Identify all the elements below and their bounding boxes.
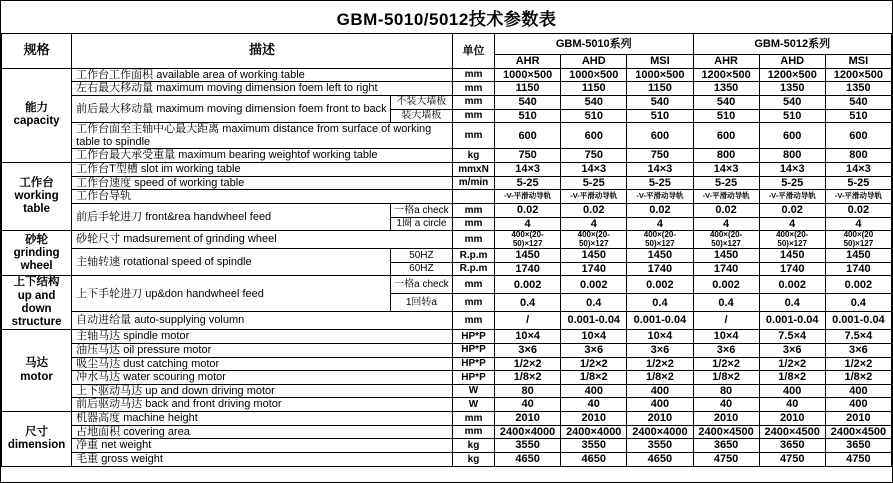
row-unit: mm [452,217,494,231]
table-row [2,149,892,163]
row-subcondition: 不装大墙板 [390,95,452,109]
row-unit: mm [452,109,494,123]
row-value-0: 540 [495,95,561,109]
row-value-5: 1450 [825,249,891,263]
table-header-row-1 [2,34,892,55]
row-value-3: 4750 [693,453,759,467]
row-value-5: 510 [825,109,891,123]
row-unit: HP*P [452,330,494,344]
row-description: 工作台速度 speed of working table [72,176,453,190]
header-series-1-col-2: MSI [825,55,891,69]
row-description: 工作台导轨 [72,190,453,204]
row-subcondition: 一格a check [390,204,452,218]
group-label-5: 尺寸 dimension [2,412,72,467]
row-value-1: 0.001-0.04 [561,312,627,330]
row-value-2: 4650 [627,453,693,467]
row-value-0: 3550 [495,439,561,453]
row-value-4: 400 [759,384,825,398]
row-value-4: 7.5×4 [759,330,825,344]
specification-table [1,33,892,467]
row-value-4: 1450 [759,249,825,263]
row-value-4: 0.02 [759,204,825,218]
row-value-1: 400×(20-50)×127 [561,231,627,249]
row-value-4: 1/8×2 [759,371,825,385]
table-row [2,190,892,204]
row-value-2: 5-25 [627,176,693,190]
row-value-2: 0.02 [627,204,693,218]
row-value-5: 3650 [825,439,891,453]
row-value-5: 1200×500 [825,68,891,82]
row-value-4: 5-25 [759,176,825,190]
row-value-5: 540 [825,95,891,109]
row-value-1: 10×4 [561,330,627,344]
row-value-4: 0.4 [759,294,825,312]
row-value-5: 1/8×2 [825,371,891,385]
row-subcondition: 60HZ [390,262,452,276]
row-value-0: 1000×500 [495,68,561,82]
row-value-2: 400×(20-50)×127 [627,231,693,249]
row-value-3: 2400×4500 [693,425,759,439]
row-value-3: 1/2×2 [693,357,759,371]
row-value-5: 0.002 [825,276,891,294]
group-label-1: 工作台 working table [2,163,72,231]
row-value-1: 4 [561,217,627,231]
row-value-0: 750 [495,149,561,163]
row-unit: kg [452,453,494,467]
row-value-3: 540 [693,95,759,109]
header-series-0-col-2: MSI [627,55,693,69]
row-description: 前后手轮进刀 front&rea handwheel feed [72,204,391,231]
row-value-4: 1350 [759,82,825,96]
page-title: GBM-5010/5012技术参数表 [336,10,557,29]
row-unit: m/min [452,176,494,190]
row-value-2: 1/2×2 [627,357,693,371]
row-value-5: 600 [825,123,891,149]
row-value-3: 0.002 [693,276,759,294]
row-value-1: 1/8×2 [561,371,627,385]
row-value-2: 1000×500 [627,68,693,82]
row-value-0: 400×(20-50)×127 [495,231,561,249]
row-description: 机器高度 machine height [72,412,453,426]
row-value-5: 1/2×2 [825,357,891,371]
row-value-3: 14×3 [693,163,759,177]
row-unit: R.p.m [452,262,494,276]
row-value-4: 4750 [759,453,825,467]
row-value-3: / [693,312,759,330]
row-value-1: 14×3 [561,163,627,177]
header-spec: 规格 [2,34,72,69]
row-value-2: 2400×4000 [627,425,693,439]
row-value-1: 1450 [561,249,627,263]
row-unit: mm [452,123,494,149]
row-subcondition: 1圈 a circle [390,217,452,231]
row-unit: mm [452,204,494,218]
row-value-4: 4 [759,217,825,231]
row-description: 前后驱动马达 back and front driving motor [72,398,453,412]
row-value-4: 0.001-0.04 [759,312,825,330]
row-value-5: 400 [825,398,891,412]
header-description: 描述 [72,34,453,69]
row-description: 工作台最大承受重量 maximum bearing weightof working table [72,149,453,163]
row-value-2: 750 [627,149,693,163]
row-value-0: / [495,312,561,330]
row-description: 上下驱动马达 up and down driving motor [72,384,453,398]
row-value-5: 0.02 [825,204,891,218]
row-unit: HP*P [452,371,494,385]
row-unit: W [452,384,494,398]
row-value-2: -V-平滑动导轨 [627,190,693,204]
row-unit: mm [452,276,494,294]
row-unit: mm [452,95,494,109]
row-unit: mm [452,312,494,330]
row-value-3: 800 [693,149,759,163]
row-value-3: 2010 [693,412,759,426]
row-value-1: 5-25 [561,176,627,190]
row-value-4: 14×3 [759,163,825,177]
row-value-0: 10×4 [495,330,561,344]
row-value-4: 1/2×2 [759,357,825,371]
row-value-2: 3550 [627,439,693,453]
row-description: 上下手轮进刀 up&don handwheel feed [72,276,391,312]
row-value-1: 1740 [561,262,627,276]
row-value-4: 540 [759,95,825,109]
table-body [2,34,892,467]
row-value-4: 3×6 [759,343,825,357]
row-value-3: 510 [693,109,759,123]
row-value-5: 3×6 [825,343,891,357]
row-value-5: 2010 [825,412,891,426]
row-value-0: 1740 [495,262,561,276]
row-description: 毛重 gross weight [72,453,453,467]
row-value-0: 5-25 [495,176,561,190]
row-value-5: 1740 [825,262,891,276]
row-value-4: 40 [759,398,825,412]
row-unit: kg [452,149,494,163]
row-value-4: 3650 [759,439,825,453]
row-value-1: 3×6 [561,343,627,357]
row-value-5: 1350 [825,82,891,96]
table-row [2,412,892,426]
row-value-5: 14×3 [825,163,891,177]
table-row [2,343,892,357]
row-value-3: 1740 [693,262,759,276]
group-label-2: 砂轮 grinding wheel [2,231,72,276]
row-unit: R.p.m [452,249,494,263]
row-description: 前后最大移动量 maximum moving dimension foem front to back [72,95,391,122]
row-subcondition: 1回转a [390,294,452,312]
header-series-1-col-0: AHR [693,55,759,69]
row-value-5: -V-平滑动导轨 [825,190,891,204]
row-value-0: 80 [495,384,561,398]
row-description: 净重 net weight [72,439,453,453]
header-series-1: GBM-5012系列 [693,34,892,55]
table-row [2,68,892,82]
row-value-0: 1150 [495,82,561,96]
row-unit: W [452,398,494,412]
row-value-0: 510 [495,109,561,123]
table-row [2,384,892,398]
row-value-1: 1000×500 [561,68,627,82]
row-value-5: 7.5×4 [825,330,891,344]
row-value-1: 2010 [561,412,627,426]
row-value-0: 3×6 [495,343,561,357]
row-value-2: 2010 [627,412,693,426]
row-description: 左右最大移动量 maximum moving dimension foem left to right [72,82,453,96]
row-value-5: 800 [825,149,891,163]
row-value-4: 800 [759,149,825,163]
row-value-3: 4 [693,217,759,231]
table-row [2,439,892,453]
row-value-0: 1/2×2 [495,357,561,371]
row-value-1: -V-平滑动导轨 [561,190,627,204]
row-value-0: 1/8×2 [495,371,561,385]
row-value-1: 400 [561,384,627,398]
row-value-2: 540 [627,95,693,109]
row-value-5: 2400×4500 [825,425,891,439]
row-description: 工作台面至主轴中心最大距离 maximum distance from surface of working table to spindle [72,123,453,149]
row-value-2: 400 [627,398,693,412]
table-row [2,123,892,149]
row-value-2: 4 [627,217,693,231]
row-value-1: 0.02 [561,204,627,218]
row-value-1: 1150 [561,82,627,96]
row-value-1: 540 [561,95,627,109]
row-value-4: 1740 [759,262,825,276]
group-label-0: 能力 capacity [2,68,72,162]
row-value-2: 1450 [627,249,693,263]
row-unit: kg [452,439,494,453]
row-unit: mm [452,425,494,439]
row-description: 自动进给量 auto-supplying volumn [72,312,453,330]
row-value-3: 1/8×2 [693,371,759,385]
row-value-0: 14×3 [495,163,561,177]
row-value-3: 1200×500 [693,68,759,82]
row-value-1: 40 [561,398,627,412]
row-value-0: 40 [495,398,561,412]
table-row [2,163,892,177]
row-value-1: 0.002 [561,276,627,294]
row-subcondition: 50HZ [390,249,452,263]
row-value-3: 1450 [693,249,759,263]
header-series-0: GBM-5010系列 [495,34,693,55]
row-value-1: 2400×4000 [561,425,627,439]
row-value-4: 510 [759,109,825,123]
row-unit: mm [452,231,494,249]
table-row [2,371,892,385]
row-value-3: 0.4 [693,294,759,312]
row-value-3: 400×(20-50)×127 [693,231,759,249]
row-value-4: -V-平滑动导轨 [759,190,825,204]
row-value-4: 400×(20-50)×127 [759,231,825,249]
row-unit [452,190,494,204]
table-row [2,204,892,218]
row-value-1: 3550 [561,439,627,453]
row-description: 吸尘马达 dust catching motor [72,357,453,371]
row-description: 油压马达 oil pressure motor [72,343,453,357]
row-value-2: 3×6 [627,343,693,357]
table-row [2,176,892,190]
row-value-2: 14×3 [627,163,693,177]
row-value-2: 510 [627,109,693,123]
row-value-4: 0.002 [759,276,825,294]
row-value-2: 0.002 [627,276,693,294]
row-value-3: 3×6 [693,343,759,357]
row-unit: HP*P [452,357,494,371]
row-value-2: 1/8×2 [627,371,693,385]
row-value-2: 0.001-0.04 [627,312,693,330]
table-row [2,95,892,109]
row-value-0: 1450 [495,249,561,263]
row-value-5: 0.4 [825,294,891,312]
row-description: 工作台工作面积 available area of working table [72,68,453,82]
row-value-4: 600 [759,123,825,149]
row-value-0: 2010 [495,412,561,426]
row-value-2: 600 [627,123,693,149]
row-value-3: 600 [693,123,759,149]
table-row [2,330,892,344]
row-value-2: 1740 [627,262,693,276]
row-value-5: 4 [825,217,891,231]
row-value-2: 10×4 [627,330,693,344]
table-row [2,276,892,294]
row-value-1: 510 [561,109,627,123]
row-description: 主轴马达 spindle motor [72,330,453,344]
row-value-5: 400×(20 50)×127 [825,231,891,249]
row-unit: mm [452,68,494,82]
table-row [2,82,892,96]
row-value-0: 4 [495,217,561,231]
row-unit: HP*P [452,343,494,357]
table-row [2,398,892,412]
header-unit: 单位 [452,34,494,69]
row-description: 冲水马达 water scouring motor [72,371,453,385]
row-value-0: 2400×4000 [495,425,561,439]
row-value-3: 10×4 [693,330,759,344]
row-unit: mmxN [452,163,494,177]
row-value-5: 400 [825,384,891,398]
row-description: 工作台T型槽 slot im working table [72,163,453,177]
group-label-4: 马达 motor [2,330,72,412]
row-value-1: 0.4 [561,294,627,312]
table-row [2,312,892,330]
row-value-0: 4650 [495,453,561,467]
row-value-3: 5-25 [693,176,759,190]
row-value-1: 600 [561,123,627,149]
row-value-3: 0.02 [693,204,759,218]
row-unit: mm [452,82,494,96]
row-value-3: 1350 [693,82,759,96]
row-value-2: 400 [627,384,693,398]
row-value-5: 4750 [825,453,891,467]
row-value-3: 80 [693,384,759,398]
row-value-4: 2400×4500 [759,425,825,439]
row-value-1: 4650 [561,453,627,467]
table-row [2,425,892,439]
header-series-0-col-0: AHR [495,55,561,69]
row-unit: mm [452,412,494,426]
row-value-0: 0.4 [495,294,561,312]
row-subcondition: 装大墙板 [390,109,452,123]
row-value-5: 5-25 [825,176,891,190]
row-value-1: 1/2×2 [561,357,627,371]
row-value-4: 1200×500 [759,68,825,82]
table-row [2,249,892,263]
row-value-2: 0.4 [627,294,693,312]
row-value-0: 0.002 [495,276,561,294]
row-description: 主轴转速 rotational speed of spindle [72,249,391,276]
row-subcondition: 一格a check [390,276,452,294]
row-value-3: 40 [693,398,759,412]
table-row [2,357,892,371]
header-series-1-col-1: AHD [759,55,825,69]
row-description: 砂轮尺寸 madsurement of grinding wheel [72,231,453,249]
row-value-0: 0.02 [495,204,561,218]
row-value-1: 750 [561,149,627,163]
group-label-3: 上下结构 up and down structure [2,276,72,330]
row-value-0: 600 [495,123,561,149]
row-value-3: -V-平滑动导轨 [693,190,759,204]
row-value-5: 0.001-0.04 [825,312,891,330]
row-value-3: 3650 [693,439,759,453]
table-row [2,231,892,249]
row-value-0: -V-平滑动导轨 [495,190,561,204]
header-series-0-col-1: AHD [561,55,627,69]
row-value-4: 2010 [759,412,825,426]
row-unit: mm [452,294,494,312]
table-row [2,453,892,467]
row-value-2: 1150 [627,82,693,96]
row-description: 占地面积 covering area [72,425,453,439]
